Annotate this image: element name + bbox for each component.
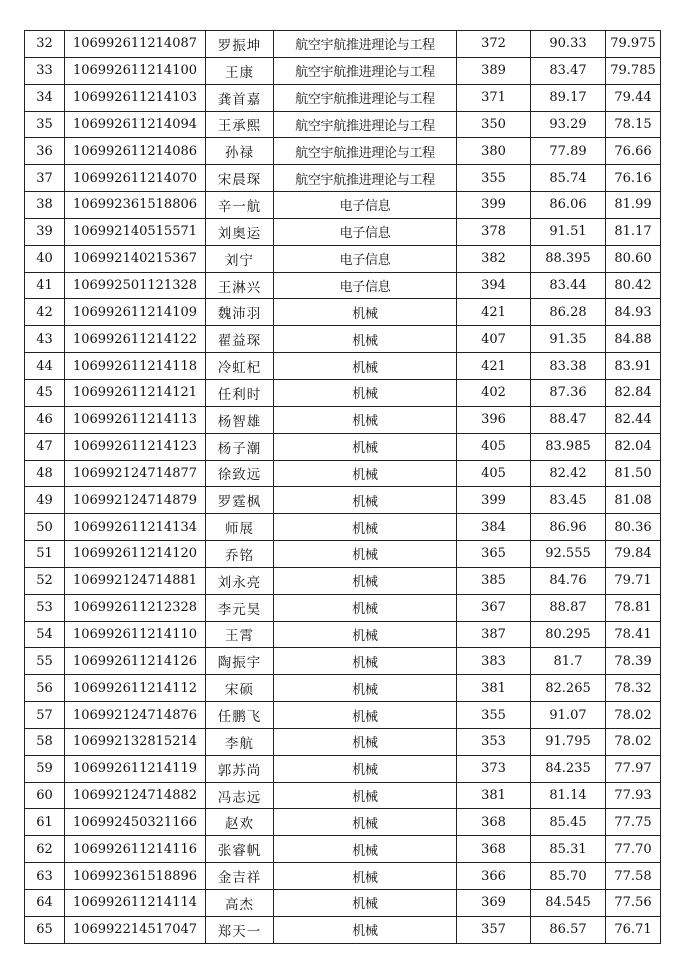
major-cell: 机械 bbox=[274, 809, 457, 836]
major-cell: 机械 bbox=[274, 406, 457, 433]
name-cell: 罗振坤 bbox=[206, 31, 274, 58]
rank-cell: 34 bbox=[25, 84, 65, 111]
exam-id-cell: 106992611214122 bbox=[65, 326, 206, 353]
major-cell: 机械 bbox=[274, 648, 457, 675]
table-row bbox=[25, 379, 661, 406]
retest-score-cell: 88.47 bbox=[531, 406, 606, 433]
table-row bbox=[25, 890, 661, 917]
retest-score-cell: 84.545 bbox=[531, 890, 606, 917]
exam-id-cell: 106992214517047 bbox=[65, 916, 206, 943]
exam-id-cell: 106992611214070 bbox=[65, 165, 206, 192]
table-row bbox=[25, 165, 661, 192]
initial-score-cell: 357 bbox=[457, 916, 531, 943]
rank-cell: 53 bbox=[25, 594, 65, 621]
initial-score-cell: 385 bbox=[457, 567, 531, 594]
rank-cell: 43 bbox=[25, 326, 65, 353]
table-row bbox=[25, 487, 661, 514]
initial-score-cell: 355 bbox=[457, 165, 531, 192]
rank-cell: 47 bbox=[25, 433, 65, 460]
rank-cell: 37 bbox=[25, 165, 65, 192]
name-cell: 陶振宇 bbox=[206, 648, 274, 675]
exam-id-cell: 106992611214116 bbox=[65, 836, 206, 863]
major-cell: 机械 bbox=[274, 353, 457, 380]
total-score-cell: 82.44 bbox=[606, 406, 661, 433]
retest-score-cell: 91.35 bbox=[531, 326, 606, 353]
table-row bbox=[25, 57, 661, 84]
exam-id-cell: 106992611214126 bbox=[65, 648, 206, 675]
total-score-cell: 79.785 bbox=[606, 57, 661, 84]
initial-score-cell: 353 bbox=[457, 728, 531, 755]
retest-score-cell: 86.28 bbox=[531, 299, 606, 326]
exam-id-cell: 106992611214113 bbox=[65, 406, 206, 433]
total-score-cell: 81.17 bbox=[606, 218, 661, 245]
major-cell: 机械 bbox=[274, 755, 457, 782]
initial-score-cell: 394 bbox=[457, 272, 531, 299]
table-row bbox=[25, 675, 661, 702]
initial-score-cell: 405 bbox=[457, 433, 531, 460]
initial-score-cell: 350 bbox=[457, 111, 531, 138]
total-score-cell: 77.97 bbox=[606, 755, 661, 782]
rank-cell: 61 bbox=[25, 809, 65, 836]
name-cell: 郭苏尚 bbox=[206, 755, 274, 782]
table-row bbox=[25, 192, 661, 219]
exam-id-cell: 106992611214110 bbox=[65, 621, 206, 648]
name-cell: 郑天一 bbox=[206, 916, 274, 943]
exam-id-cell: 106992124714879 bbox=[65, 487, 206, 514]
table-row bbox=[25, 567, 661, 594]
retest-score-cell: 92.555 bbox=[531, 541, 606, 568]
rank-cell: 44 bbox=[25, 353, 65, 380]
exam-id-cell: 106992361518806 bbox=[65, 192, 206, 219]
table-row bbox=[25, 299, 661, 326]
initial-score-cell: 355 bbox=[457, 702, 531, 729]
exam-id-cell: 106992140515571 bbox=[65, 218, 206, 245]
total-score-cell: 79.44 bbox=[606, 84, 661, 111]
retest-score-cell: 86.06 bbox=[531, 192, 606, 219]
name-cell: 辛一航 bbox=[206, 192, 274, 219]
name-cell: 乔铭 bbox=[206, 541, 274, 568]
rank-cell: 51 bbox=[25, 541, 65, 568]
total-score-cell: 81.99 bbox=[606, 192, 661, 219]
initial-score-cell: 421 bbox=[457, 353, 531, 380]
initial-score-cell: 373 bbox=[457, 755, 531, 782]
name-cell: 师展 bbox=[206, 514, 274, 541]
rank-cell: 57 bbox=[25, 702, 65, 729]
total-score-cell: 76.71 bbox=[606, 916, 661, 943]
retest-score-cell: 93.29 bbox=[531, 111, 606, 138]
name-cell: 王康 bbox=[206, 57, 274, 84]
name-cell: 杨智雄 bbox=[206, 406, 274, 433]
exam-id-cell: 106992611214123 bbox=[65, 433, 206, 460]
retest-score-cell: 80.295 bbox=[531, 621, 606, 648]
table-row bbox=[25, 406, 661, 433]
rank-cell: 55 bbox=[25, 648, 65, 675]
retest-score-cell: 84.235 bbox=[531, 755, 606, 782]
total-score-cell: 77.58 bbox=[606, 863, 661, 890]
total-score-cell: 78.02 bbox=[606, 728, 661, 755]
retest-score-cell: 91.795 bbox=[531, 728, 606, 755]
major-cell: 机械 bbox=[274, 299, 457, 326]
exam-id-cell: 106992361518896 bbox=[65, 863, 206, 890]
major-cell: 机械 bbox=[274, 594, 457, 621]
name-cell: 赵欢 bbox=[206, 809, 274, 836]
rank-cell: 40 bbox=[25, 245, 65, 272]
exam-id-cell: 106992611214087 bbox=[65, 31, 206, 58]
name-cell: 刘奥运 bbox=[206, 218, 274, 245]
rank-cell: 64 bbox=[25, 890, 65, 917]
table-row bbox=[25, 111, 661, 138]
name-cell: 魏沛羽 bbox=[206, 299, 274, 326]
exam-id-cell: 106992611214134 bbox=[65, 514, 206, 541]
retest-score-cell: 83.38 bbox=[531, 353, 606, 380]
name-cell: 刘永亮 bbox=[206, 567, 274, 594]
table-row bbox=[25, 245, 661, 272]
rank-cell: 49 bbox=[25, 487, 65, 514]
name-cell: 张睿帆 bbox=[206, 836, 274, 863]
name-cell: 龚首嘉 bbox=[206, 84, 274, 111]
major-cell: 机械 bbox=[274, 836, 457, 863]
exam-id-cell: 106992124714876 bbox=[65, 702, 206, 729]
retest-score-cell: 77.89 bbox=[531, 138, 606, 165]
table-row bbox=[25, 541, 661, 568]
major-cell: 机械 bbox=[274, 514, 457, 541]
retest-score-cell: 85.31 bbox=[531, 836, 606, 863]
total-score-cell: 79.71 bbox=[606, 567, 661, 594]
major-cell: 电子信息 bbox=[274, 218, 457, 245]
major-cell: 航空宇航推进理论与工程 bbox=[274, 111, 457, 138]
initial-score-cell: 372 bbox=[457, 31, 531, 58]
retest-score-cell: 86.96 bbox=[531, 514, 606, 541]
table-row bbox=[25, 916, 661, 943]
initial-score-cell: 369 bbox=[457, 890, 531, 917]
table-row bbox=[25, 621, 661, 648]
rank-cell: 41 bbox=[25, 272, 65, 299]
exam-id-cell: 106992450321166 bbox=[65, 809, 206, 836]
table-row bbox=[25, 31, 661, 58]
retest-score-cell: 89.17 bbox=[531, 84, 606, 111]
total-score-cell: 82.84 bbox=[606, 379, 661, 406]
retest-score-cell: 86.57 bbox=[531, 916, 606, 943]
initial-score-cell: 368 bbox=[457, 836, 531, 863]
rank-cell: 50 bbox=[25, 514, 65, 541]
name-cell: 刘宁 bbox=[206, 245, 274, 272]
rank-cell: 58 bbox=[25, 728, 65, 755]
initial-score-cell: 366 bbox=[457, 863, 531, 890]
score-table bbox=[24, 30, 661, 944]
retest-score-cell: 82.265 bbox=[531, 675, 606, 702]
total-score-cell: 77.70 bbox=[606, 836, 661, 863]
name-cell: 王淋兴 bbox=[206, 272, 274, 299]
exam-id-cell: 106992611214086 bbox=[65, 138, 206, 165]
total-score-cell: 79.84 bbox=[606, 541, 661, 568]
rank-cell: 38 bbox=[25, 192, 65, 219]
initial-score-cell: 407 bbox=[457, 326, 531, 353]
exam-id-cell: 106992611214100 bbox=[65, 57, 206, 84]
name-cell: 王承熙 bbox=[206, 111, 274, 138]
retest-score-cell: 81.7 bbox=[531, 648, 606, 675]
initial-score-cell: 384 bbox=[457, 514, 531, 541]
total-score-cell: 78.15 bbox=[606, 111, 661, 138]
retest-score-cell: 91.07 bbox=[531, 702, 606, 729]
table-row bbox=[25, 728, 661, 755]
exam-id-cell: 106992611214114 bbox=[65, 890, 206, 917]
exam-id-cell: 106992501121328 bbox=[65, 272, 206, 299]
name-cell: 任利时 bbox=[206, 379, 274, 406]
table-row bbox=[25, 648, 661, 675]
initial-score-cell: 396 bbox=[457, 406, 531, 433]
name-cell: 翟益琛 bbox=[206, 326, 274, 353]
table-row bbox=[25, 326, 661, 353]
major-cell: 机械 bbox=[274, 890, 457, 917]
total-score-cell: 78.81 bbox=[606, 594, 661, 621]
exam-id-cell: 106992124714881 bbox=[65, 567, 206, 594]
rank-cell: 62 bbox=[25, 836, 65, 863]
table-row bbox=[25, 433, 661, 460]
retest-score-cell: 88.395 bbox=[531, 245, 606, 272]
major-cell: 航空宇航推进理论与工程 bbox=[274, 165, 457, 192]
initial-score-cell: 399 bbox=[457, 192, 531, 219]
exam-id-cell: 106992611214119 bbox=[65, 755, 206, 782]
total-score-cell: 81.50 bbox=[606, 460, 661, 487]
initial-score-cell: 378 bbox=[457, 218, 531, 245]
table-row bbox=[25, 460, 661, 487]
retest-score-cell: 83.45 bbox=[531, 487, 606, 514]
rank-cell: 36 bbox=[25, 138, 65, 165]
name-cell: 宋硕 bbox=[206, 675, 274, 702]
major-cell: 机械 bbox=[274, 728, 457, 755]
name-cell: 李元昊 bbox=[206, 594, 274, 621]
rank-cell: 45 bbox=[25, 379, 65, 406]
table-row bbox=[25, 863, 661, 890]
total-score-cell: 84.88 bbox=[606, 326, 661, 353]
major-cell: 机械 bbox=[274, 487, 457, 514]
name-cell: 冷虹杞 bbox=[206, 353, 274, 380]
exam-id-cell: 106992611214109 bbox=[65, 299, 206, 326]
major-cell: 机械 bbox=[274, 702, 457, 729]
total-score-cell: 78.02 bbox=[606, 702, 661, 729]
retest-score-cell: 85.45 bbox=[531, 809, 606, 836]
major-cell: 机械 bbox=[274, 541, 457, 568]
major-cell: 电子信息 bbox=[274, 272, 457, 299]
exam-id-cell: 106992611214112 bbox=[65, 675, 206, 702]
initial-score-cell: 380 bbox=[457, 138, 531, 165]
table-row bbox=[25, 594, 661, 621]
initial-score-cell: 399 bbox=[457, 487, 531, 514]
retest-score-cell: 85.74 bbox=[531, 165, 606, 192]
retest-score-cell: 83.47 bbox=[531, 57, 606, 84]
rank-cell: 65 bbox=[25, 916, 65, 943]
total-score-cell: 82.04 bbox=[606, 433, 661, 460]
exam-id-cell: 106992132815214 bbox=[65, 728, 206, 755]
retest-score-cell: 83.985 bbox=[531, 433, 606, 460]
name-cell: 王霄 bbox=[206, 621, 274, 648]
major-cell: 航空宇航推进理论与工程 bbox=[274, 84, 457, 111]
name-cell: 高杰 bbox=[206, 890, 274, 917]
retest-score-cell: 91.51 bbox=[531, 218, 606, 245]
initial-score-cell: 367 bbox=[457, 594, 531, 621]
total-score-cell: 83.91 bbox=[606, 353, 661, 380]
initial-score-cell: 387 bbox=[457, 621, 531, 648]
exam-id-cell: 106992611214121 bbox=[65, 379, 206, 406]
rank-cell: 42 bbox=[25, 299, 65, 326]
table-row bbox=[25, 782, 661, 809]
rank-cell: 39 bbox=[25, 218, 65, 245]
initial-score-cell: 383 bbox=[457, 648, 531, 675]
rank-cell: 35 bbox=[25, 111, 65, 138]
name-cell: 杨子潮 bbox=[206, 433, 274, 460]
retest-score-cell: 82.42 bbox=[531, 460, 606, 487]
retest-score-cell: 90.33 bbox=[531, 31, 606, 58]
retest-score-cell: 81.14 bbox=[531, 782, 606, 809]
rank-cell: 54 bbox=[25, 621, 65, 648]
retest-score-cell: 83.44 bbox=[531, 272, 606, 299]
table-row bbox=[25, 138, 661, 165]
major-cell: 航空宇航推进理论与工程 bbox=[274, 57, 457, 84]
total-score-cell: 80.36 bbox=[606, 514, 661, 541]
exam-id-cell: 106992611214118 bbox=[65, 353, 206, 380]
retest-score-cell: 88.87 bbox=[531, 594, 606, 621]
exam-id-cell: 106992611214094 bbox=[65, 111, 206, 138]
name-cell: 金吉祥 bbox=[206, 863, 274, 890]
rank-cell: 33 bbox=[25, 57, 65, 84]
initial-score-cell: 368 bbox=[457, 809, 531, 836]
initial-score-cell: 405 bbox=[457, 460, 531, 487]
initial-score-cell: 389 bbox=[457, 57, 531, 84]
name-cell: 罗霆枫 bbox=[206, 487, 274, 514]
exam-id-cell: 106992611214120 bbox=[65, 541, 206, 568]
major-cell: 机械 bbox=[274, 782, 457, 809]
major-cell: 航空宇航推进理论与工程 bbox=[274, 31, 457, 58]
major-cell: 机械 bbox=[274, 675, 457, 702]
major-cell: 机械 bbox=[274, 460, 457, 487]
name-cell: 徐致远 bbox=[206, 460, 274, 487]
table-row bbox=[25, 353, 661, 380]
exam-id-cell: 106992124714877 bbox=[65, 460, 206, 487]
rank-cell: 46 bbox=[25, 406, 65, 433]
total-score-cell: 77.75 bbox=[606, 809, 661, 836]
name-cell: 任鹏飞 bbox=[206, 702, 274, 729]
name-cell: 李航 bbox=[206, 728, 274, 755]
total-score-cell: 84.93 bbox=[606, 299, 661, 326]
initial-score-cell: 381 bbox=[457, 675, 531, 702]
exam-id-cell: 106992611212328 bbox=[65, 594, 206, 621]
name-cell: 孙禄 bbox=[206, 138, 274, 165]
total-score-cell: 76.66 bbox=[606, 138, 661, 165]
initial-score-cell: 371 bbox=[457, 84, 531, 111]
table-row bbox=[25, 272, 661, 299]
total-score-cell: 78.39 bbox=[606, 648, 661, 675]
initial-score-cell: 402 bbox=[457, 379, 531, 406]
total-score-cell: 80.60 bbox=[606, 245, 661, 272]
retest-score-cell: 84.76 bbox=[531, 567, 606, 594]
major-cell: 机械 bbox=[274, 567, 457, 594]
name-cell: 宋晨琛 bbox=[206, 165, 274, 192]
table-row bbox=[25, 809, 661, 836]
table-body bbox=[25, 31, 661, 944]
total-score-cell: 80.42 bbox=[606, 272, 661, 299]
major-cell: 电子信息 bbox=[274, 192, 457, 219]
total-score-cell: 78.32 bbox=[606, 675, 661, 702]
exam-id-cell: 106992124714882 bbox=[65, 782, 206, 809]
retest-score-cell: 87.36 bbox=[531, 379, 606, 406]
table-row bbox=[25, 218, 661, 245]
exam-id-cell: 106992140215367 bbox=[65, 245, 206, 272]
total-score-cell: 79.975 bbox=[606, 31, 661, 58]
initial-score-cell: 421 bbox=[457, 299, 531, 326]
major-cell: 机械 bbox=[274, 433, 457, 460]
name-cell: 冯志远 bbox=[206, 782, 274, 809]
rank-cell: 56 bbox=[25, 675, 65, 702]
rank-cell: 59 bbox=[25, 755, 65, 782]
total-score-cell: 77.93 bbox=[606, 782, 661, 809]
major-cell: 电子信息 bbox=[274, 245, 457, 272]
major-cell: 机械 bbox=[274, 379, 457, 406]
exam-id-cell: 106992611214103 bbox=[65, 84, 206, 111]
total-score-cell: 81.08 bbox=[606, 487, 661, 514]
total-score-cell: 76.16 bbox=[606, 165, 661, 192]
rank-cell: 52 bbox=[25, 567, 65, 594]
initial-score-cell: 365 bbox=[457, 541, 531, 568]
initial-score-cell: 381 bbox=[457, 782, 531, 809]
major-cell: 航空宇航推进理论与工程 bbox=[274, 138, 457, 165]
major-cell: 机械 bbox=[274, 326, 457, 353]
rank-cell: 63 bbox=[25, 863, 65, 890]
table-row bbox=[25, 84, 661, 111]
table-row bbox=[25, 836, 661, 863]
total-score-cell: 78.41 bbox=[606, 621, 661, 648]
major-cell: 机械 bbox=[274, 863, 457, 890]
table-row bbox=[25, 755, 661, 782]
retest-score-cell: 85.70 bbox=[531, 863, 606, 890]
total-score-cell: 77.56 bbox=[606, 890, 661, 917]
major-cell: 机械 bbox=[274, 621, 457, 648]
initial-score-cell: 382 bbox=[457, 245, 531, 272]
rank-cell: 60 bbox=[25, 782, 65, 809]
table-row bbox=[25, 702, 661, 729]
rank-cell: 48 bbox=[25, 460, 65, 487]
major-cell: 机械 bbox=[274, 916, 457, 943]
rank-cell: 32 bbox=[25, 31, 65, 58]
table-row bbox=[25, 514, 661, 541]
